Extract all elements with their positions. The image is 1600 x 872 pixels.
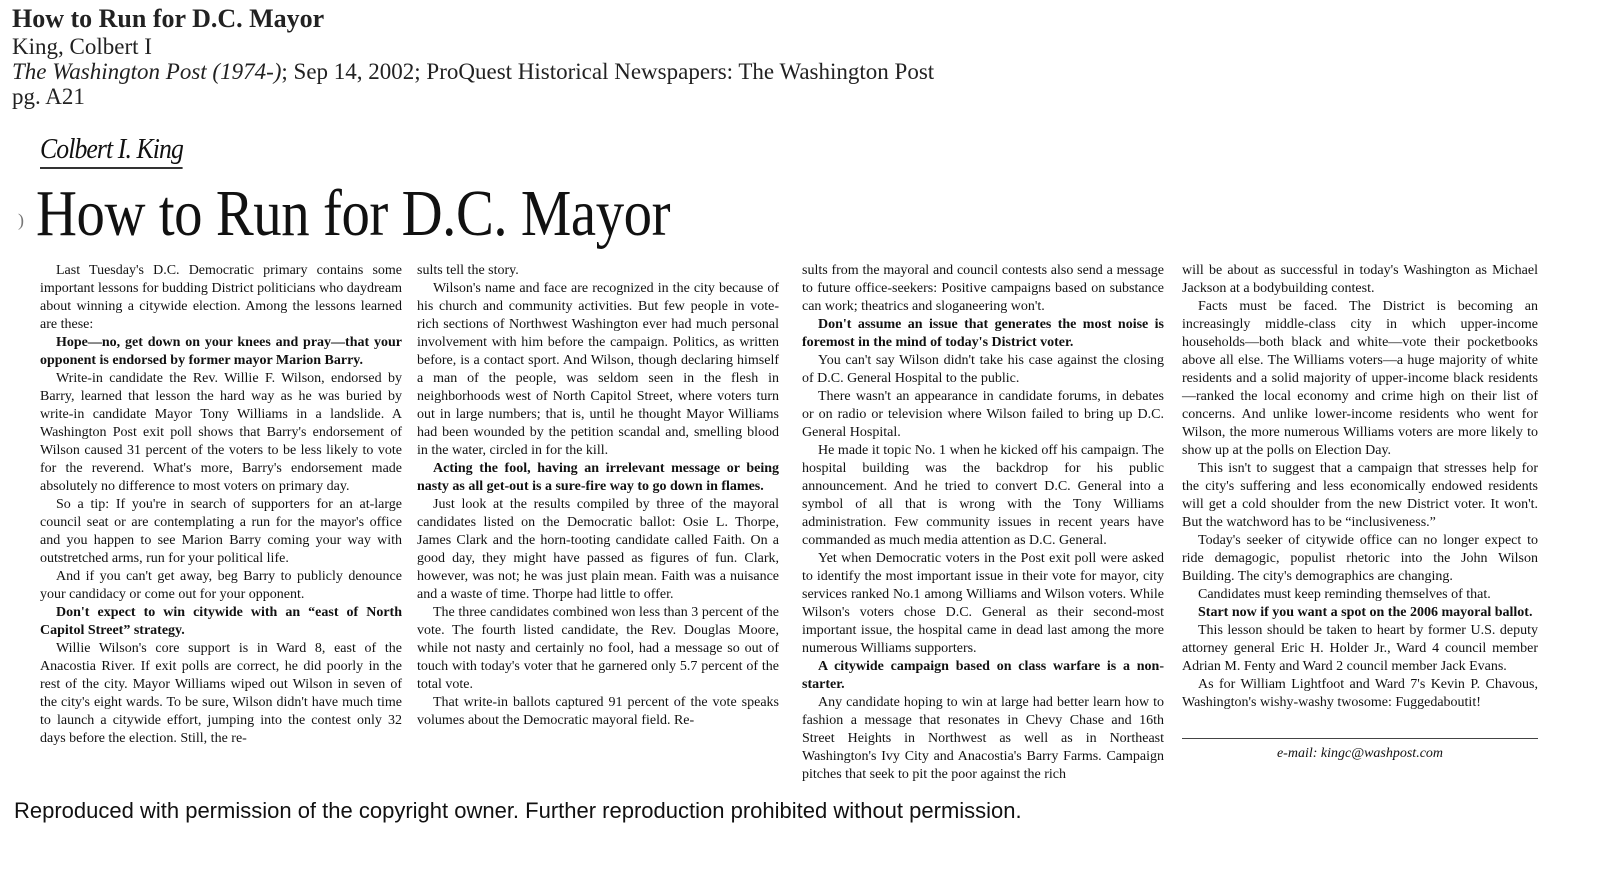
citation-author: King, Colbert I (12, 34, 152, 59)
section-heading: Acting the fool, having an irrelevant message or being nasty as all get-out is a sure-fire way to go down in flames. (417, 461, 779, 494)
paragraph: Wilson's name and face are recognized in the city because of his church and community activities. But few people in vote-rich sections of Northwest Washington ever had much personal involvement with him before the campaign. Politics, as written before, is a contact sport. And Wilson, though declaring himself a man of the people, was seldom seen in the flesh in neighborhoods west of North Capitol Street, where voters turn out in large numbers; that is, until he thought Mayor Williams had been wounded by the petition scandal and, smelling blood in the water, circled in for the kill. (417, 281, 779, 458)
paragraph: Any candidate hoping to win at large had better learn how to fashion a message that resonates in Chevy Chase and 16th Street Heights in Northwest as well as in Northeast Washington's Ivy City and Anacostia's Barry Farms. Campaign pitches that seek to pit the poor against the rich (802, 695, 1164, 782)
paragraph: Write-in candidate the Rev. Willie F. Wilson, endorsed by Barry, learned that lesson the hard way as he was buried by write-in candidate Mayor Tony Williams in a landslide. A Washington Post exit poll shows that Barry's endorsement of Wilson caused 31 percent of the voters to be less likely to vote for the reverend. What's more, Barry's endorsement made absolutely no difference to most voters on primary day. (40, 371, 402, 494)
divider (1182, 738, 1538, 739)
paragraph: Last Tuesday's D.C. Democratic primary contains some important lessons for budding District politicians who daydream about winning a citywide election. Among the lessons learned are these: (40, 263, 402, 332)
paragraph: This lesson should be taken to heart by former U.S. deputy attorney general Eric H. Holder Jr., Ward 4 council member Adrian M. Fenty and Ward 2 council member Jack Evans. (1182, 623, 1538, 674)
citation-block (12, 4, 934, 109)
article-column-4 (1182, 262, 1538, 712)
paragraph: And if you can't get away, beg Barry to publicly denounce your candidacy or come out for your opponent. (40, 569, 402, 602)
citation-title: How to Run for D.C. Mayor (12, 4, 325, 33)
section-heading: A citywide campaign based on class warfare is a non-starter. (802, 659, 1164, 692)
paragraph: There wasn't an appearance in candidate forums, in debates or on radio or television where Wilson failed to bring up D.C. General Hospital. (802, 389, 1164, 440)
article-column-3 (802, 262, 1164, 784)
author-email: e-mail: kingc@washpost.com (1276, 746, 1444, 761)
headline: How to Run for D.C. Mayor (36, 177, 671, 250)
paragraph: Yet when Democratic voters in the Post exit poll were asked to identify the most important issue in their vote for mayor, city services ranked No.1 among Williams and Wilson voters. While Wilson's voters chose D.C. General as their second-most important issue, the hospital came in dead last among the more numerous Williams supporters. (802, 551, 1164, 656)
source-details: ; Sep 14, 2002; ProQuest Historical Newspapers: The Washington Post (281, 59, 935, 84)
paragraph: This isn't to suggest that a campaign that stresses help for the city's suffering and less economically endowed residents will get a cold shoulder from the new District voter. It won't. But the watchword has to be “inclusiveness.” (1182, 461, 1538, 530)
paragraph: Just look at the results compiled by three of the mayoral candidates listed on the Democratic ballot: Osie L. Thorpe, James Clark and the horn-tooting candidate called Faith. On a good day, they might have passed as figures of fun. Clark, however, was not; he was just plain mean. Faith was a nuisance and a waste of time. Thorpe had little to offer. (417, 497, 779, 602)
paragraph: sults from the mayoral and council contests also send a message to future office-seekers: Positive campaigns based on substance can work; theatrics and sloganeering won't. (802, 263, 1164, 314)
citation-source (12, 59, 934, 84)
article-column-2 (417, 262, 779, 730)
section-heading: Don't assume an issue that generates the most noise is foremost in the mind of today's District voter. (802, 317, 1164, 350)
paragraph: sults tell the story. (417, 263, 519, 278)
source-publication: The Washington Post (1974-) (12, 59, 282, 84)
paragraph: Today's seeker of citywide office can no longer expect to ride demagogic, populist rhetoric into the John Wilson Building. The city's demographics are changing. (1182, 533, 1538, 584)
scan-mark-icon: ) (18, 210, 24, 230)
paragraph: You can't say Wilson didn't take his case against the closing of D.C. General Hospital to the public. (802, 353, 1164, 386)
citation-page: pg. A21 (12, 84, 85, 109)
section-heading: Don't expect to win citywide with an “east of North Capitol Street” strategy. (40, 605, 402, 638)
paragraph: will be about as successful in today's Washington as Michael Jackson at a bodybuilding contest. (1182, 263, 1538, 296)
paragraph: Candidates must keep reminding themselves of that. (1198, 587, 1491, 602)
paragraph: He made it topic No. 1 when he kicked off his campaign. The hospital building was the backdrop for his public announcement. And he tried to convert D.C. General into a symbol of all that is wrong with the Tony Williams administration. Few community issues in recent years have commanded as much media attention as D.C. General. (802, 443, 1164, 548)
paragraph: As for William Lightfoot and Ward 7's Kevin P. Chavous, Washington's wishy-washy twosome: Fuggedaboutit! (1182, 677, 1538, 710)
paragraph: The three candidates combined won less than 3 percent of the vote. The fourth listed candidate, the Rev. Douglas Moore, while not nasty and certainly no fool, had a message so out of touch with today's voter that he garnered only 5.7 percent of the total vote. (417, 605, 779, 692)
section-heading: Hope—no, get down on your knees and pray—that your opponent is endorsed by former mayor Marion Barry. (40, 335, 402, 368)
paragraph: That write-in ballots captured 91 percent of the vote speaks volumes about the Democratic mayoral field. Re- (417, 695, 779, 728)
copyright-notice: Reproduced with permission of the copyright owner. Further reproduction prohibited without permission. (14, 798, 1022, 823)
paragraph: Willie Wilson's core support is in Ward 8, east of the Anacostia River. If exit polls are correct, he did poorly in the rest of the city. Mayor Williams wiped out Wilson in seven of the city's eight wards. To be sure, Wilson didn't have much time to launch a citywide effort, jumping into the contest only 32 days before the election. Still, the re- (40, 641, 402, 746)
paragraph: So a tip: If you're in search of supporters for an at-large council seat or are contemplating a run for the mayor's office and you happen to see Marion Barry coming your way with outstretched arms, run for your political life. (40, 497, 402, 566)
article-column-1 (40, 262, 402, 748)
paragraph: Facts must be faced. The District is becoming an increasingly middle-class city in which upper-income households—both black and white—vote their pocketbooks above all else. The Williams voters—a huge majority of white residents and a solid majority of upper-income black residents—ranked the local economy and crime high on their list of concerns. And unlike lower-income residents who went for Wilson, the more numerous Williams voters are more likely to show up at the polls on Election Day. (1182, 299, 1538, 458)
section-heading: Start now if you want a spot on the 2006 mayoral ballot. (1198, 605, 1533, 620)
byline: Colbert I. King (40, 134, 183, 169)
